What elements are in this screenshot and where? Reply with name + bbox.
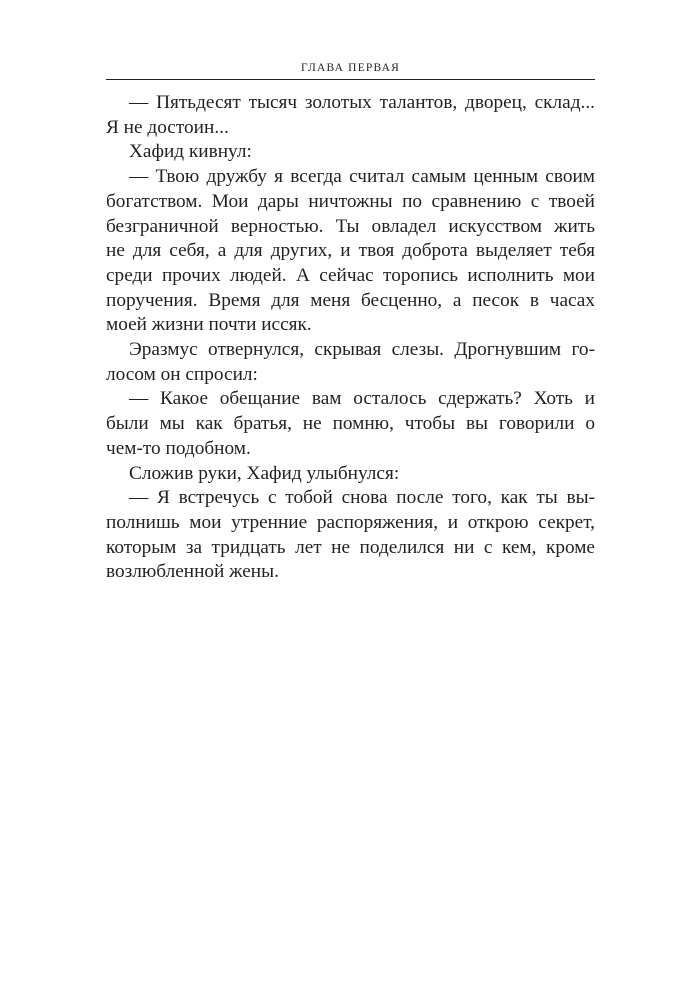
text-line: — Пятьдесят тысяч золотых талантов, дворец, склад... bbox=[129, 92, 595, 113]
text-line: Хафид кивнул: bbox=[129, 141, 252, 163]
text-line: поручения. Время для меня бесценно, а песок в часах bbox=[106, 289, 595, 311]
running-head: ГЛАВА ПЕРВАЯ bbox=[300, 62, 401, 74]
text-line: среди прочих людей. А сейчас торопись исполнить мои bbox=[106, 264, 595, 286]
text-line: были мы как братья, не помню, чтобы вы говорили о bbox=[106, 413, 595, 435]
text-line: которым за тридцать лет не поделился ни с кем, кроме bbox=[106, 536, 595, 558]
text-line: чем-то подобном. bbox=[106, 437, 251, 459]
text-line: Я не достоин... bbox=[106, 116, 229, 138]
body-text bbox=[106, 91, 595, 585]
header-rule bbox=[106, 79, 595, 80]
text-line: не для себя, а для других, и твоя доброта выделяет тебя bbox=[106, 240, 595, 262]
text-line: Сложив руки, Хафид улыбнулся: bbox=[129, 462, 400, 484]
text-line: моей жизни почти иссяк. bbox=[106, 314, 312, 336]
text-line: богатством. Мои дары ничтожны по сравнению с твоей bbox=[106, 190, 595, 212]
text-line: возлюбленной жены. bbox=[106, 561, 279, 583]
text-line: безграничной верностью. Ты овладел искусством жить bbox=[106, 215, 595, 237]
text-line: — Твою дружбу я всегда считал самым ценным своим bbox=[129, 166, 595, 188]
text-line: Эразмус отвернулся, скрывая слезы. Дрогнувшим го- bbox=[129, 339, 595, 361]
text-line: — Какое обещание вам осталось сдержать? Хоть и bbox=[129, 388, 595, 410]
text-line: полнишь мои утренние распоряжения, и открою секрет, bbox=[106, 511, 595, 533]
text-line: лосом он спросил: bbox=[106, 363, 258, 385]
text-line: — Я встречусь с тобой снова после того, как ты вы- bbox=[129, 487, 595, 509]
